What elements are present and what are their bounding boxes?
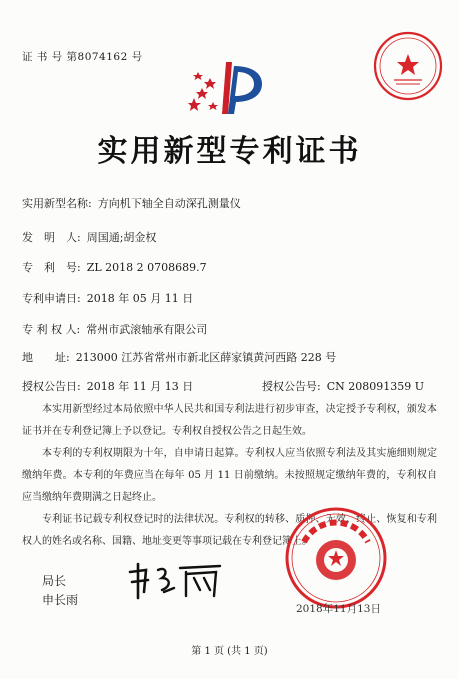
seal-date: 2018年11月13日 — [296, 603, 381, 615]
certificate-number: 证 书 号 第8074162 号 — [22, 51, 143, 63]
filing-date: 2018 年 05 月 11 日 — [86, 292, 194, 305]
utility-model-name-row — [22, 195, 241, 211]
page-footer: 第 1 页 (共 1 页) — [191, 646, 268, 657]
field-label: 专利申请日: — [22, 292, 81, 305]
national-ip-office-seal-icon — [284, 506, 388, 610]
address-value: 213000 江苏省常州市新北区薛家镇黄河西路 228 号 — [75, 351, 337, 364]
patentee-value: 常州市武滚轴承有限公司 — [86, 323, 208, 336]
inventor-row — [22, 229, 156, 245]
patent-number: ZL 2018 2 0708689.7 — [86, 261, 207, 274]
inventor-value: 周国通;胡金权 — [86, 231, 157, 244]
field-label: 地 址: — [22, 351, 70, 364]
field-label: 发 明 人: — [22, 231, 81, 244]
small-seal-icon — [372, 30, 444, 102]
field-label: 授权公告日: — [22, 380, 81, 393]
utility-model-name: 方向机下轴全自动深孔测量仪 — [97, 197, 241, 210]
body-paragraph: 本专利的专利权期限为十年，自申请日起算。专利权人应当依照专利法及其实施细则规定缴纳年费。本专利的年费应当在每年 05 月 11 日前缴纳。未按照规定缴纳年费的，专利权自应当缴纳年费期满之日起终止。 — [22, 448, 437, 503]
grant-date-row — [22, 378, 193, 394]
body-paragraph: 本实用新型经过本局依照中华人民共和国专利法进行初步审查，决定授予专利权，颁发本证书并在专利登记簿上予以登记。专利权自授权公告之日起生效。 — [22, 404, 437, 437]
grant-number: CN 208091359 U — [326, 380, 425, 393]
patent-number-row — [22, 259, 207, 275]
field-label: 实用新型名称: — [22, 197, 92, 210]
grant-number-row — [262, 378, 424, 394]
filing-date-row — [22, 290, 193, 306]
patent-office-logo-icon — [188, 58, 270, 120]
field-label: 专 利 号: — [22, 261, 81, 274]
grant-date: 2018 年 11 月 13 日 — [86, 380, 194, 393]
director-title: 局长 — [42, 574, 67, 588]
field-label: 授权公告号: — [262, 380, 321, 393]
page-title: 实用新型专利证书 — [97, 134, 362, 169]
address-row — [22, 349, 336, 365]
body-paragraph: 专利证书记载专利权登记时的法律状况。专利权的转移、质押、无效、终止、恢复和专利权人的姓名或名称、国籍、地址变更等事项记载在专利登记簿上。 — [22, 514, 437, 547]
field-label: 专 利 权 人: — [22, 323, 81, 336]
director-name: 申长雨 — [42, 593, 79, 607]
handwritten-signature-icon — [124, 558, 234, 602]
patentee-row — [22, 321, 207, 337]
